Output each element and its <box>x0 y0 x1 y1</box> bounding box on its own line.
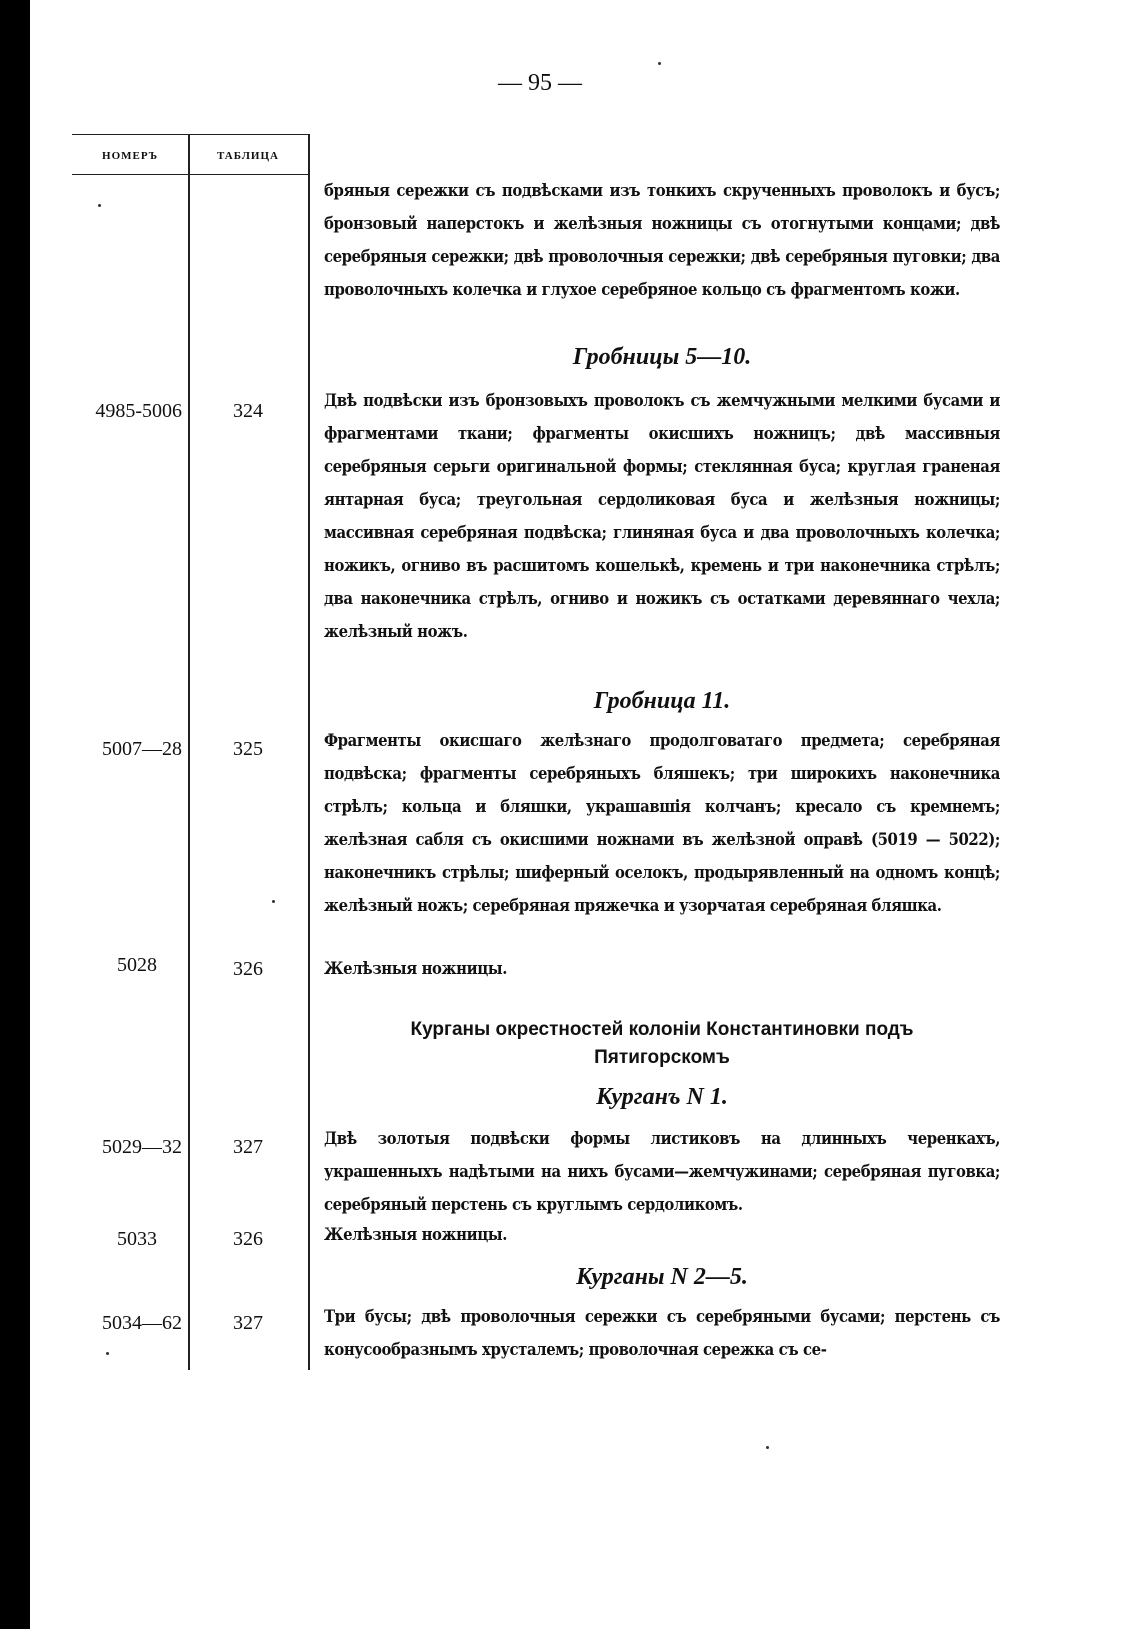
subheading-kurgan-1: Курганъ N 1. <box>596 1084 728 1110</box>
column-header-plate: ТАБЛИЦА <box>217 150 279 162</box>
catalog-number-4985: 4985-5006 <box>95 400 182 422</box>
plate-number-327: 327 <box>233 1136 263 1158</box>
paragraph-5034: Три бусы; двѣ проволочныя сережки съ серебряными бусами; перстень съ конусообразнымъ хрусталемъ; проволочная сережка съ се- <box>324 1307 1000 1359</box>
header-bottom-rule <box>72 174 310 175</box>
scan-speck <box>98 204 101 207</box>
scan-speck <box>272 900 275 903</box>
catalog-number-5028: 5028 <box>117 954 157 976</box>
paragraph-5029: Двѣ золотыя подвѣски формы листиковъ на длинныхъ черенкахъ, украшенныхъ надѣтыми на нихъ бусами—жемчужинами; серебряная пуговка; серебряный перстень съ круглымъ сердоликомъ. <box>324 1129 1000 1214</box>
section-title-line-1: Курганы окрестностей колоніи Константиновки подъ <box>410 1019 914 1040</box>
catalog-number-5033: 5033 <box>117 1228 157 1250</box>
section-title <box>324 1016 1000 1072</box>
paragraph-4985: Двѣ подвѣски изъ бронзовыхъ проволокъ съ жемчужными мелкими бусами и фрагментами ткани; фрагменты окисшихъ ножницъ; двѣ массивныя серебряныя серьги оригинальной формы; стеклянная буса; круглая граненая янтарная буса; треугольная сердоликовая буса и желѣзныя ножницы; массивная серебряная подвѣска; глиняная буса и два проволочныхъ колечка; ножикъ, огниво въ расшитомъ кошелькѣ, кремень и три наконечника стрѣлъ; два наконечника стрѣлъ, огниво и ножикъ съ остатками деревяннаго чехла; желѣзный ножъ. <box>324 391 1000 641</box>
paragraph-5007: Фрагменты окисшаго желѣзнаго продолговатаго предмета; серебряная подвѣска; фрагменты серебряныхъ бляшекъ; три широкихъ наконечника стрѣлъ; кольца и бляшки, украшавшія колчанъ; кресало съ кремнемъ; желѣзная сабля съ окисшими ножнами въ желѣзной оправѣ (5019 — 5022); наконечникъ стрѣлы; шиферный оселокъ, продырявленный на одномъ концѣ; желѣзный ножъ; серебряная пряжечка и узорчатая серебряная бляшка. <box>324 731 1000 915</box>
header-top-rule <box>72 134 310 135</box>
plate-number-326b: 326 <box>233 1228 263 1250</box>
scan-speck <box>106 1352 109 1355</box>
catalog-number-5007: 5007—28 <box>102 738 182 760</box>
column-divider-right <box>308 134 310 1370</box>
paragraph-5033: Желѣзныя ножницы. <box>324 1225 508 1244</box>
plate-number-324: 324 <box>233 400 263 422</box>
column-header-number: НОМЕРЪ <box>102 150 158 162</box>
scan-speck <box>658 62 661 65</box>
subheading-tombs-5-10: Гробницы 5—10. <box>572 344 752 370</box>
paragraph-5028: Желѣзныя ножницы. <box>324 959 508 978</box>
catalog-number-5034: 5034—62 <box>102 1312 182 1334</box>
book-binding-edge <box>0 0 30 1629</box>
plate-number-326: 326 <box>233 958 263 980</box>
section-title-line-2: Пятигорскомъ <box>594 1047 730 1068</box>
plate-number-327b: 327 <box>233 1312 263 1334</box>
subheading-kurgans-2-5: Курганы N 2—5. <box>576 1264 748 1290</box>
plate-number-325: 325 <box>233 738 263 760</box>
subheading-tomb-11: Гробница 11. <box>593 688 731 714</box>
scan-speck <box>766 1446 769 1449</box>
catalog-number-5029: 5029—32 <box>102 1136 182 1158</box>
paragraph-intro: бряныя сережки съ подвѣсками изъ тонкихъ скрученныхъ проволокъ и бусъ; бронзовый наперстокъ и желѣзныя ножницы съ отогнутыми концами; двѣ серебряныя сережки; двѣ проволочныя сережки; двѣ серебряныя пуговки; два проволочныхъ колечка и глухое серебряное кольцо съ фрагментомъ кожи. <box>324 181 1000 299</box>
page-number: — 95 — <box>498 70 582 96</box>
